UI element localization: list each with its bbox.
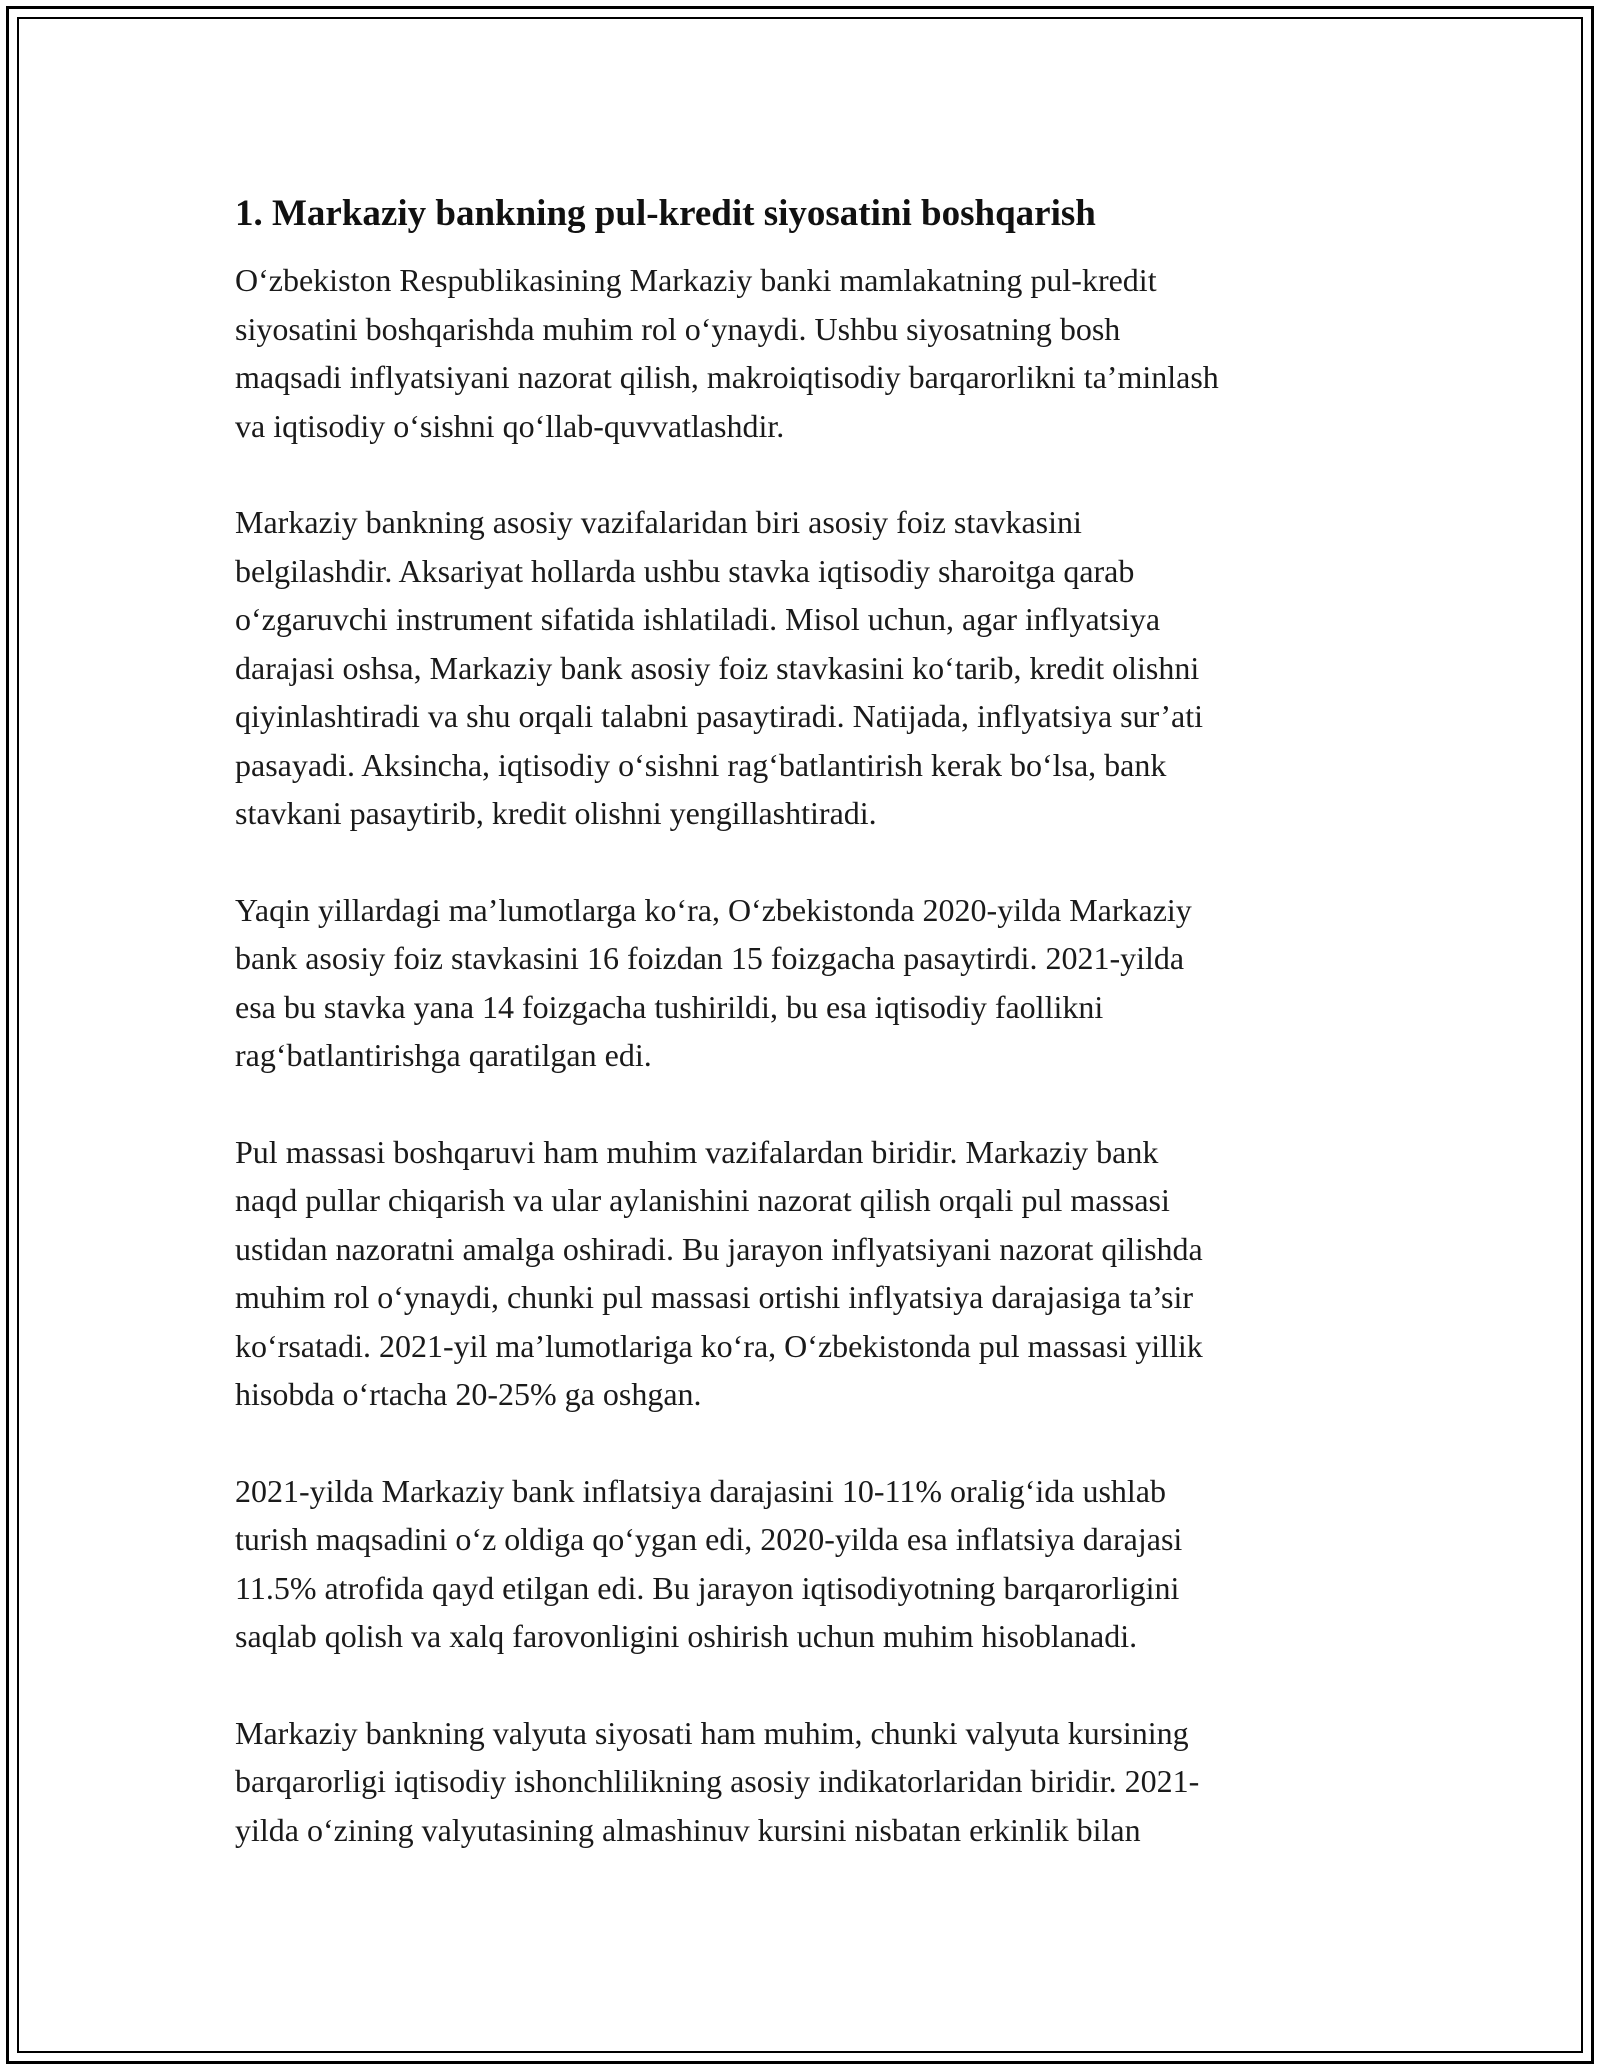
paragraph-line: Yaqin yillardagi ma’lumotlarga ko‘ra, O‘zbekistonda 2020-yilda Markaziy: [235, 891, 1192, 928]
paragraph-line: maqsadi inflyatsiyani nazorat qilish, makroiqtisodiy barqarorlikni ta’minlash: [235, 359, 1219, 395]
paragraph-line: belgilashdir. Aksariyat hollarda ushbu stavka iqtisodiy sharoitga qarab: [235, 552, 1135, 589]
paragraph-line: va iqtisodiy o‘sishni qo‘llab-quvvatlashdir.: [235, 407, 785, 444]
paragraph-line: siyosatini boshqarishda muhim rol o‘ynaydi. Ushbu siyosatning bosh: [235, 310, 1121, 347]
paragraph-line: ustidan nazoratni amalga oshiradi. Bu jarayon inflyatsiyani nazorat qilishda: [235, 1230, 1203, 1267]
paragraph-line: rag‘batlantirishga qaratilgan edi.: [235, 1037, 652, 1073]
paragraph-line: qiyinlashtiradi va shu orqali talabni pasaytiradi. Natijada, inflyatsiya sur’ati: [235, 698, 1204, 734]
paragraph-line: barqarorligi iqtisodiy ishonchlilikning asosiy indikatorlaridan biridir. 2021-: [235, 1763, 1200, 1799]
paragraph-line: Pul massasi boshqaruvi ham muhim vazifalardan biridir. Markaziy bank: [235, 1133, 1159, 1170]
paragraph-line: yilda o‘zining valyutasining almashinuv kursini nisbatan erkinlik bilan: [235, 1811, 1141, 1848]
paragraph-line: muhim rol o‘ynaydi, chunki pul massasi ortishi inflyatsiya darajasiga ta’sir: [235, 1279, 1194, 1315]
paragraph-4: [235, 1128, 1370, 1419]
paragraph-2: [235, 498, 1370, 838]
paragraph-line: 11.5% atrofida qayd etilgan edi. Bu jarayon iqtisodiyotning barqarorligini: [235, 1569, 1180, 1606]
paragraph-1: [235, 256, 1370, 450]
paragraph-5: [235, 1467, 1370, 1661]
paragraph-line: ko‘rsatadi. 2021-yil ma’lumotlariga ko‘ra, O‘zbekistonda pul massasi yillik: [235, 1327, 1203, 1364]
paragraph-line: Markaziy bankning valyuta siyosati ham muhim, chunki valyuta kursining: [235, 1714, 1189, 1751]
paragraph-line: hisobda o‘rtacha 20-25% ga oshgan.: [235, 1376, 702, 1412]
paragraph-line: naqd pullar chiqarish va ular aylanishini nazorat qilish orqali pul massasi: [235, 1182, 1170, 1218]
paragraph-line: pasayadi. Aksincha, iqtisodiy o‘sishni rag‘batlantirish kerak bo‘lsa, bank: [235, 746, 1167, 783]
paragraph-3: [235, 886, 1370, 1080]
paragraph-line: turish maqsadini o‘z oldiga qo‘ygan edi, 2020-yilda esa inflatsiya darajasi: [235, 1521, 1183, 1557]
paragraph-line: bank asosiy foiz stavkasini 16 foizdan 15 foizgacha pasaytirdi. 2021-yilda: [235, 940, 1185, 976]
paragraph-line: darajasi oshsa, Markaziy bank asosiy foiz stavkasini ko‘tarib, kredit olishni: [235, 649, 1200, 686]
paragraph-line: esa bu stavka yana 14 foizgacha tushirildi, bu esa iqtisodiy faollikni: [235, 988, 1104, 1025]
paragraph-line: O‘zbekiston Respublikasining Markaziy banki mamlakatning pul-kredit: [235, 262, 1157, 298]
paragraph-line: saqlab qolish va xalq farovonligini oshirish uchun muhim hisoblanadi.: [235, 1618, 1138, 1654]
paragraph-line: 2021-yilda Markaziy bank inflatsiya darajasini 10-11% oralig‘ida ushlab: [235, 1472, 1166, 1509]
document-body: [235, 186, 1370, 1902]
paragraph-6: [235, 1709, 1370, 1855]
paragraph-line: o‘zgaruvchi instrument sifatida ishlatiladi. Misol uchun, agar inflyatsiya: [235, 601, 1161, 637]
paragraph-line: stavkani pasaytirib, kredit olishni yengillashtiradi.: [235, 795, 877, 831]
paragraph-line: Markaziy bankning asosiy vazifalaridan biri asosiy foiz stavkasini: [235, 504, 1082, 540]
section-heading: 1. Markaziy bankning pul-kredit siyosatini boshqarish: [235, 193, 1096, 234]
